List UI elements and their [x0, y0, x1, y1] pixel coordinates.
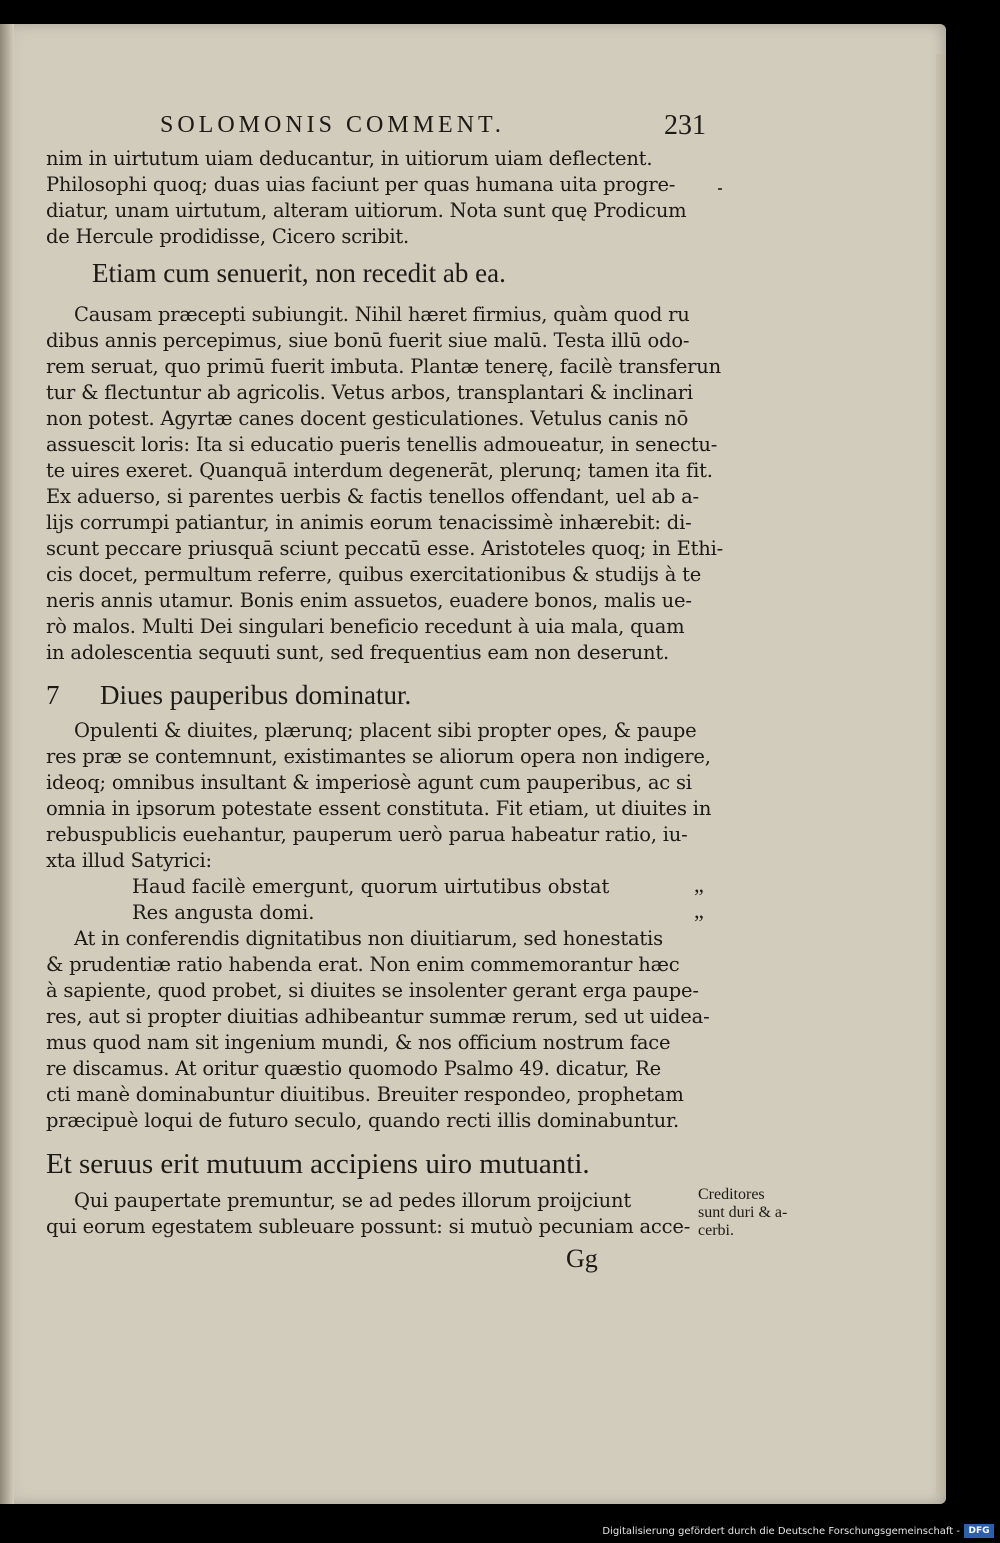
- stray-mark: [718, 188, 722, 190]
- page-gutter-shadow: [0, 24, 14, 1504]
- verse-line: Res angusta domi.: [132, 901, 315, 924]
- text-line: de Hercule prodidisse, Cicero scribit.: [46, 225, 409, 248]
- section-heading-1: Etiam cum senuerit, non recedit ab ea.: [92, 258, 506, 288]
- text-line: à sapiente, quod probet, si diuites se insolenter gerant erga paupe-: [46, 979, 699, 1002]
- verse-number: 7: [46, 680, 60, 710]
- text-line: diatur, unam uirtutum, alteram uitiorum. Nota sunt quę Prodicum: [46, 199, 687, 222]
- text-line: scunt peccare priusquā sciunt peccatū esse. Aristoteles quoq; in Ethi-: [46, 537, 724, 560]
- text-line: re discamus. At oritur quæstio quomodo Psalmo 49. dicatur, Re: [46, 1057, 661, 1080]
- paragraph-block-2: [46, 302, 724, 666]
- signature-mark: Gg: [566, 1244, 598, 1273]
- text-line: Opulenti & diuites, plærunq; placent sibi propter opes, & paupe: [74, 719, 697, 742]
- verse-line: Haud facilè emergunt, quorum uirtutibus obstat: [132, 875, 610, 898]
- paragraph-block-4: [46, 926, 710, 1134]
- text-line: non potest. Agyrtæ canes docent gesticulationes. Vetulus canis nō: [46, 407, 689, 430]
- text-line: lijs corrumpi patiantur, in animis eorum tenacissimè inhærebit: di-: [46, 511, 692, 534]
- text-line: & prudentiæ ratio habenda erat. Non enim commemorantur hæc: [46, 953, 680, 976]
- text-line: ideoq; omnibus insultant & imperiosè agunt cum pauperibus, ac si: [46, 771, 692, 794]
- text-line: rebuspublicis euehantur, pauperum uerò parua habeatur ratio, iu-: [46, 823, 688, 846]
- marginal-line: Creditores: [698, 1186, 765, 1203]
- paragraph-block-5: [46, 1188, 706, 1240]
- text-line: tur & flectuntur ab agricolis. Vetus arbos, transplantari & inclinari: [46, 381, 693, 404]
- text-line: xta illud Satyrici:: [46, 849, 212, 872]
- marginal-line: cerbi.: [698, 1222, 734, 1239]
- text-line: cis docet, permultum referre, quibus exercitationibus & studijs à te: [46, 563, 702, 586]
- text-line: cti manè dominabuntur diuitibus. Breuiter respondeo, prophetam: [46, 1083, 684, 1106]
- running-title: SOLOMONIS COMMENT.: [160, 112, 505, 138]
- text-line: qui eorum egestatem subleuare possunt: si mutuò pecuniam acce-: [46, 1215, 691, 1238]
- text-line: rem seruat, quo primū fuerit imbuta. Plantæ tenerę, facilè transferun: [46, 355, 722, 378]
- text-line: res præ se contemnunt, existimantes se aliorum opera non indigere,: [46, 745, 711, 768]
- text-line: dibus annis percepimus, siue bonū fuerit siue malū. Testa illū odo-: [46, 329, 690, 352]
- text-line: mus quod nam sit ingenium mundi, & nos officium nostrum face: [46, 1031, 671, 1054]
- section-heading-3: Et seruus erit mutuum accipiens uiro mutuanti.: [46, 1148, 590, 1180]
- text-line: Ex aduerso, si parentes uerbis & factis tenellos offendant, uel ab a-: [46, 485, 699, 508]
- text-line: Causam præcepti subiungit. Nihil hæret firmius, quàm quod ru: [74, 303, 690, 326]
- text-line: Qui paupertate premuntur, se ad pedes illorum proijciunt: [74, 1189, 632, 1212]
- page-number: 231: [664, 110, 706, 141]
- paragraph-block-3: [46, 718, 712, 874]
- text-line: neris annis utamur. Bonis enim assuetos, euadere bonos, malis ue-: [46, 589, 692, 612]
- text-line: rò malos. Multi Dei singulari beneficio recedunt à uia mala, quam: [46, 615, 685, 638]
- text-line: omnia in ipsorum potestate essent constituta. Fit etiam, ut diuites in: [46, 797, 712, 820]
- paragraph-block-1: [46, 146, 706, 250]
- text-line: At in conferendis dignitatibus non diuitiarum, sed honestatis: [74, 927, 663, 950]
- marginal-note: [698, 1186, 787, 1240]
- section-heading-2: [46, 680, 411, 711]
- dfg-logo: DFG: [964, 1524, 994, 1538]
- text-line: in adolescentia sequuti sunt, sed frequentius eam non deserunt.: [46, 641, 669, 664]
- digitization-credit: Digitalisierung gefördert durch die Deutsche Forschungsgemeinschaft -: [602, 1526, 960, 1537]
- page-edge: [936, 54, 946, 1494]
- text-line: Philosophi quoq; duas uias faciunt per quas humana uita progre-: [46, 173, 676, 196]
- text-line: nim in uirtutum uiam deducantur, in uitiorum uiam deflectent.: [46, 147, 653, 170]
- text-line: res, aut si propter diuitias adhibeantur summæ rerum, sed ut uidea-: [46, 1005, 710, 1028]
- text-line: te uires exeret. Quanquā interdum degenerāt, plerunq; tamen ita fit.: [46, 459, 713, 482]
- text-line: præcipuè loqui de futuro seculo, quando recti illis dominabuntur.: [46, 1109, 679, 1132]
- heading-text: Diues pauperibus dominatur.: [100, 680, 412, 710]
- text-line: assuescit loris: Ita si educatio pueris tenellis admoueatur, in senectu-: [46, 433, 718, 456]
- quote-mark: ”: [694, 884, 704, 909]
- marginal-line: sunt duri & a-: [698, 1204, 788, 1221]
- quote-mark: ”: [694, 910, 704, 935]
- verse-quotation: [132, 874, 609, 926]
